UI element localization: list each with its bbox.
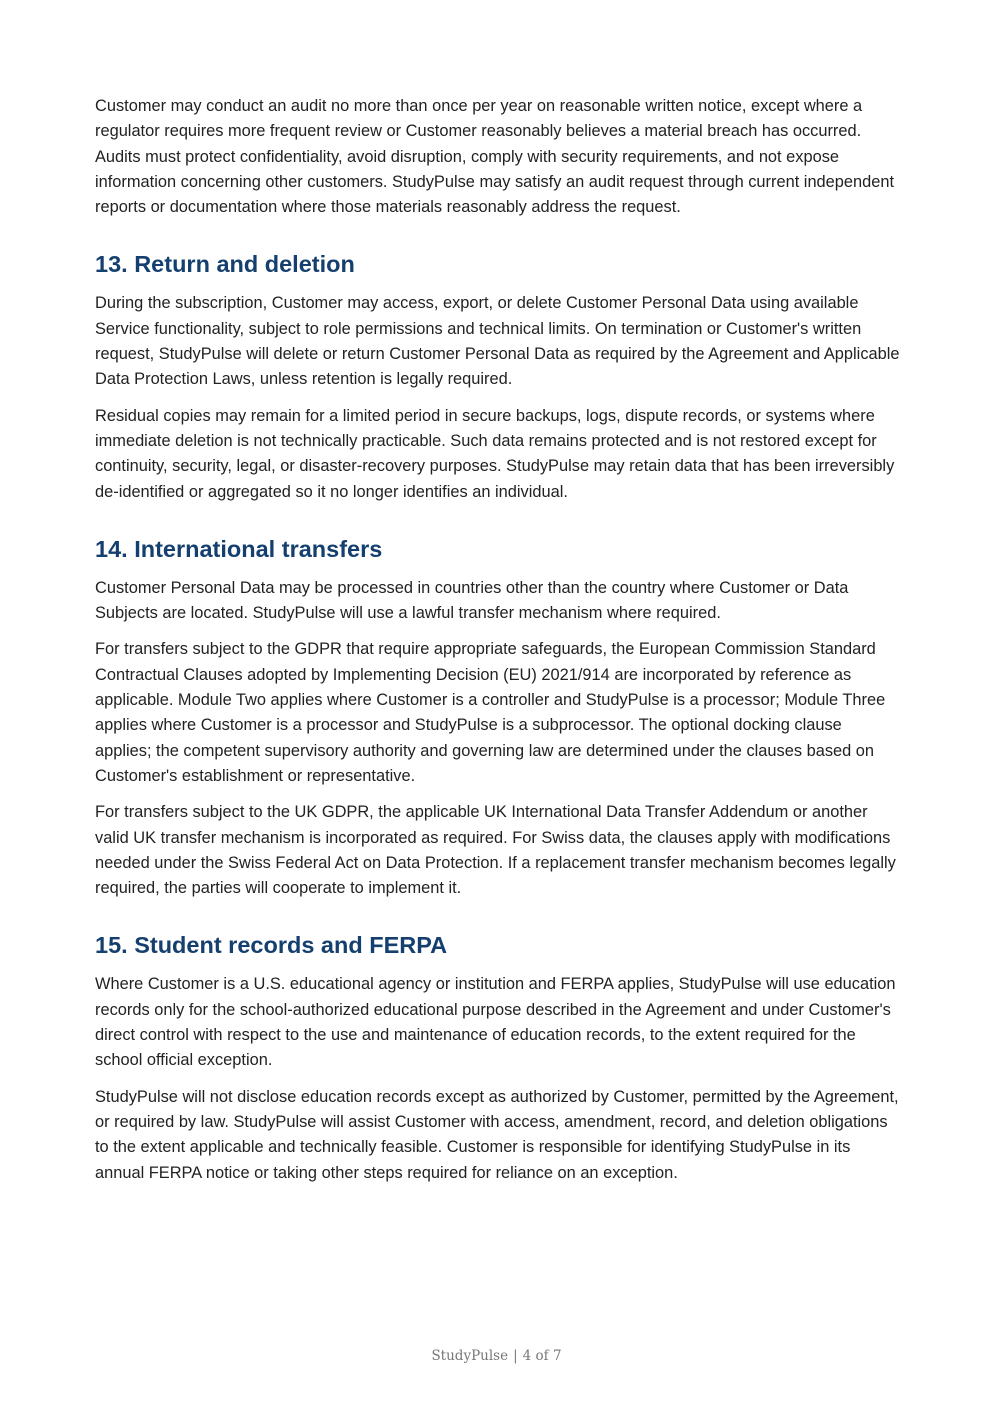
section-heading: 13. Return and deletion — [95, 251, 355, 278]
section-paragraph: During the subscription, Customer may access, export, or delete Customer Personal Data using available Service functionality, subject to role permissions and technical limits. On termination or Customer's written request, StudyPulse will delete or return Customer Personal Data as required by the Agreement and Applicable Data Protection Laws, unless retention is legally required. — [95, 294, 900, 389]
section-paragraph: For transfers subject to the GDPR that require appropriate safeguards, the European Commission Standard Contractual Clauses adopted by Implementing Decision (EU) 2021/914 are incorporated by reference as applicable. Module Two applies where Customer is a controller and StudyPulse is a processor; Module Three applies where Customer is a processor and StudyPulse is a subprocessor. The optional docking clause applies; the competent supervisory authority and governing law are determined under the clauses based on Customer's establishment or representative. — [95, 640, 886, 785]
section-international-transfers — [95, 534, 900, 902]
section-heading: 15. Student records and FERPA — [95, 932, 448, 959]
page-number: 4 of 7 — [522, 1348, 562, 1364]
section-return-and-deletion — [95, 249, 900, 504]
footer-separator: | — [513, 1348, 518, 1364]
section-paragraph: Where Customer is a U.S. educational agency or institution and FERPA applies, StudyPulse will use education records only for the school-authorized educational purpose described in the Agreement and under Customer's direct control with respect to the use and maintenance of education records, to the extent required for the school official exception. — [95, 975, 896, 1070]
section-heading: 14. International transfers — [95, 535, 383, 562]
section-paragraph: StudyPulse will not disclose education records except as authorized by Customer, permitted by the Agreement, or required by law. StudyPulse will assist Customer with access, amendment, record, and deletion obligations to the extent applicable and technically feasible. Customer is responsible for identifying StudyPulse in its annual FERPA notice or taking other steps required for reliance on an exception. — [95, 1087, 899, 1182]
page-footer — [0, 1346, 993, 1366]
audit-paragraph: Customer may conduct an audit no more than once per year on reasonable written notice, except where a regulator requires more frequent review or Customer reasonably believes a material breach has occurred. Audits must protect confidentiality, avoid disruption, comply with security requirements, and not expose information concerning other customers. StudyPulse may satisfy an audit request through current independent reports or documentation where those materials reasonably address the request. — [95, 97, 895, 217]
section-paragraph: Residual copies may remain for a limited period in secure backups, logs, dispute records, or systems where immediate deletion is not technically practicable. Such data remains protected and is not restored except for continuity, security, legal, or disaster-recovery purposes. StudyPulse may retain data that has been irreversibly de-identified or aggregated so it no longer identifies an individual. — [95, 406, 895, 501]
section-paragraph: For transfers subject to the UK GDPR, the applicable UK International Data Transfer Addendum or another valid UK transfer mechanism is incorporated as required. For Swiss data, the clauses apply with modifications needed under the Swiss Federal Act on Data Protection. If a replacement transfer mechanism becomes legally required, the parties will cooperate to implement it. — [95, 803, 896, 898]
document-page — [95, 94, 900, 1197]
section-student-records-ferpa — [95, 930, 900, 1185]
section-paragraph: Customer Personal Data may be processed in countries other than the country where Customer or Data Subjects are located. StudyPulse will use a lawful transfer mechanism where required. — [95, 578, 849, 623]
footer-brand: StudyPulse — [431, 1348, 509, 1364]
